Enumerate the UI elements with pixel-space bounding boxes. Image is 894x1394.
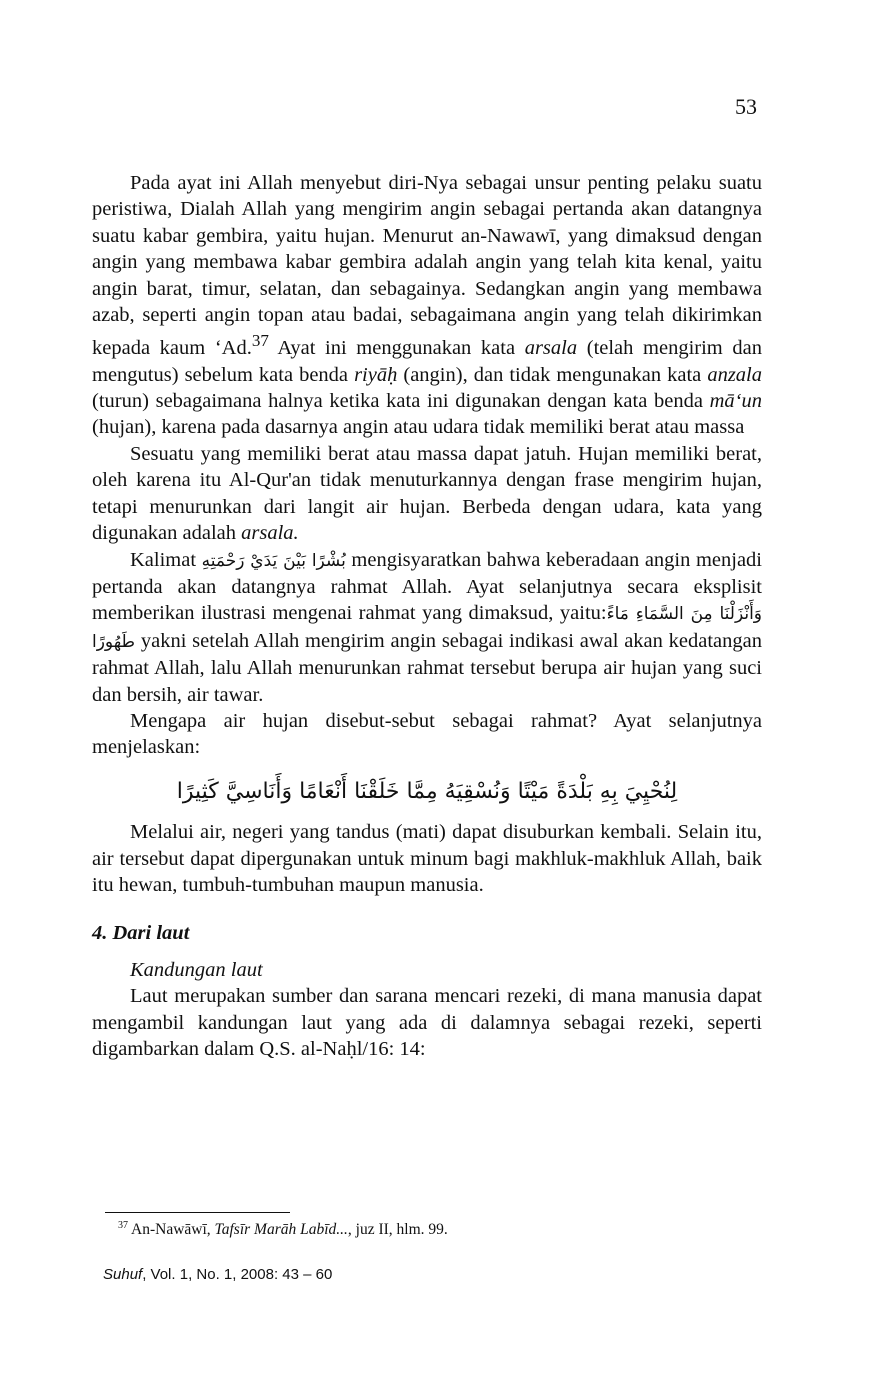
- paragraph-1: Pada ayat ini Allah menyebut diri-Nya sebagai unsur penting pelaku suatu peristiwa, Dialah Allah yang mengirim angin sebagai pertanda akan datangnya suatu kabar gembira, yaitu hujan. Menurut an-Nawawī, yang dimaksud dengan angin yang membawa kabar gembira adalah angin yang telah kita kenal, yaitu angin barat, timur, selatan, dan sebagainya. Sedangkan angin yang membawa azab, seperti angin topan atau badai, sebagaimana angin yang telah dikirimkan kepada kaum ‘Ad.$^{37}$ Ayat ini menggunakan kata arsala (telah mengirim dan mengutus) sebelum kata benda riyāḥ (angin), dan tidak mengunakan kata anzala (turun) sebagaimana halnya ketika kata ini digunakan dengan kata benda mā‘un (hujan), karena pada dasarnya angin atau udara tidak memiliki berat atau massa: [92, 172, 762, 439]
- footnote-ref: 37: [251, 331, 269, 351]
- paragraph-4: Mengapa air hujan disebut-sebut sebagai rahmat? Ayat selanjutnya menjelaskan:: [92, 709, 762, 759]
- body-text: [92, 170, 762, 1062]
- subheading: Kandungan laut: [130, 958, 263, 981]
- term-arsala: arsala: [524, 337, 578, 360]
- term-anzala: anzala: [707, 363, 762, 386]
- arabic-phrase-2: وَأَنْزَلْنَا مِنَ السَّمَاءِ مَاءً طَهُورًا: [92, 604, 763, 652]
- arabic-phrase-1: بُشْرًا بَيْنَ يَدَيْ رَحْمَتِهِ: [201, 550, 346, 571]
- journal-name: Suhuf: [103, 1266, 143, 1283]
- paragraph-2: Sesuatu yang memiliki berat atau massa dapat jatuh. Hujan memiliki berat, oleh karena itu Al-Qur'an tidak menuturkannya dengan frase mengirim hujan, tetapi menurunkan dari langit air hujan. Berbeda dengan udara, kata yang digunakan adalah arsala.: [92, 442, 762, 545]
- term-riyah: riyāḥ: [354, 363, 398, 386]
- term-maun: mā‘un: [709, 390, 762, 413]
- paragraph-3: Kalimat بُشْرًا بَيْنَ يَدَيْ رَحْمَتِهِ mengisyaratkan bahwa keberadaan angin menjadi pertanda akan datangnya rahmat Allah. Ayat selanjutnya secara eksplisit memberikan ilustrasi mengenai rahmat yang dimaksud, yaitu:وَأَنْزَلْنَا مِنَ السَّمَاءِ مَاءً طَهُورًا yakni setelah Allah mengirim angin sebagai indikasi awal akan kedatangan rahmat Allah, lalu Allah menurunkan rahmat tersebut berupa air hujan yang suci dan bersih, air tawar.: [92, 548, 763, 706]
- term-arsala-2: arsala.: [241, 522, 299, 545]
- footnote-divider: [105, 1212, 290, 1213]
- footnote: $^{37}$ An-Nawāwī, Tafsīr Marāh Labīd..., juz II, hlm. 99.: [118, 1220, 448, 1239]
- paragraph-6: Laut merupakan sumber dan sarana mencari rezeki, di mana manusia dapat mengambil kandungan laut yang ada di dalamnya sebagai rezeki, seperti digambarkan dalam Q.S. al-Naḥl/16: 14:: [92, 985, 762, 1061]
- section-heading: 4. Dari laut: [92, 922, 190, 945]
- footnote-title: Tafsīr Marāh Labīd...: [214, 1221, 348, 1239]
- page-footer: Suhuf, Vol. 1, No. 1, 2008: 43 – 60: [103, 1266, 333, 1283]
- paragraph-5: Melalui air, negeri yang tandus (mati) dapat disuburkan kembali. Selain itu, air tersebut dapat dipergunakan untuk minum bagi makhluk-makhluk Allah, baik itu hewan, tumbuh-tumbuhan maupun manusia.: [92, 821, 762, 896]
- page-number: 53: [735, 94, 757, 119]
- arabic-verse: لِنُحْيِيَ بِهِ بَلْدَةً مَيْتًا وَنُسْقِيَهُ مِمَّا خَلَقْنَا أَنْعَامًا وَأَنَاسِيَّ كَثِيرًا: [176, 778, 678, 804]
